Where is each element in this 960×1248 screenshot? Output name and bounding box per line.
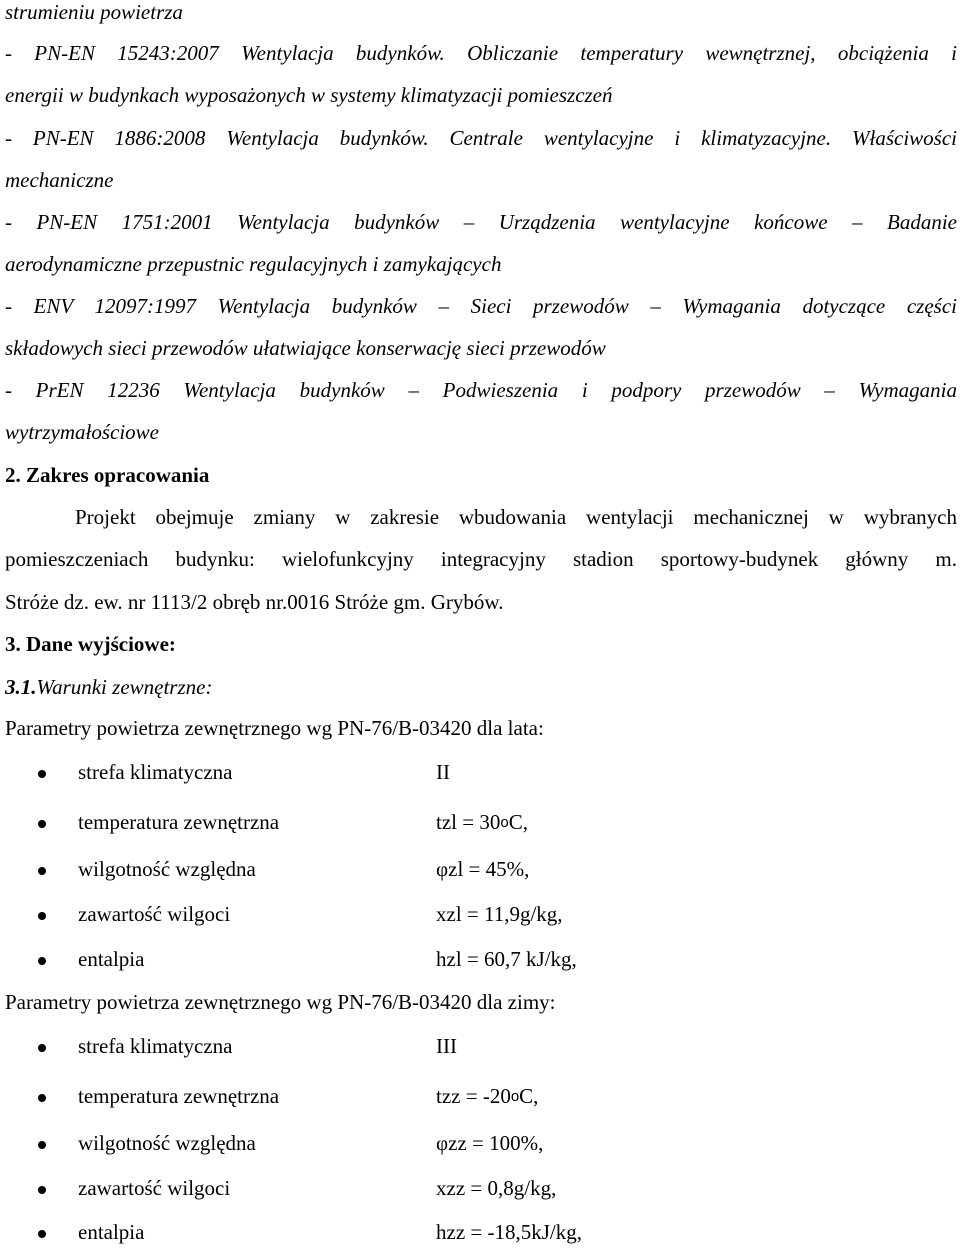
intro-line: - PN-EN 1886:2008 Wentylacja budynków. Centrale wentylacyjne i klimatyzacyjne. Właściwości bbox=[5, 126, 957, 150]
bullet-icon bbox=[38, 1141, 46, 1149]
param-label: strefa klimatyczna bbox=[78, 1034, 233, 1058]
intro-line: mechaniczne bbox=[5, 168, 114, 192]
param-value: xzl = 11,9g/kg, bbox=[436, 902, 563, 926]
param-value: hzz = -18,5kJ/kg, bbox=[436, 1220, 582, 1244]
section-heading: 3. Dane wyjściowe: bbox=[5, 632, 176, 656]
list-item bbox=[5, 859, 957, 885]
param-value: φzl = 45%, bbox=[436, 857, 530, 881]
subsection-heading bbox=[5, 677, 212, 698]
param-label: entalpia bbox=[78, 947, 145, 971]
param-label: zawartość wilgoci bbox=[78, 902, 231, 926]
param-label: zawartość wilgoci bbox=[78, 1176, 231, 1200]
subsection-title: Warunki zewnętrzne: bbox=[36, 675, 213, 699]
intro-line: wytrzymałościowe bbox=[5, 420, 159, 444]
intro-line: - PN-EN 15243:2007 Wentylacja budynków. Obliczanie temperatury wewnętrznej, obciążenia i bbox=[5, 41, 957, 65]
intro-line: strumieniu powietrza bbox=[5, 0, 183, 24]
param-value: φzz = 100%, bbox=[436, 1131, 544, 1155]
param-value: II bbox=[436, 760, 450, 784]
param-value: tzz = $-20^oC$, bbox=[436, 1084, 539, 1108]
paragraph-line: pomieszczeniach budynku: wielofunkcyjny integracyjny stadion sportowy-budynek główny m. bbox=[5, 547, 957, 571]
paragraph-line: Projekt obejmuje zmiany w zakresie wbudowania wentylacji mechanicznej w wybranych bbox=[75, 505, 957, 529]
bullet-icon bbox=[38, 912, 46, 920]
list-item bbox=[5, 1222, 957, 1248]
intro-line: energii w budynkach wyposażonych w systemy klimatyzacji pomieszczeń bbox=[5, 83, 613, 107]
bullet-icon bbox=[38, 957, 46, 965]
bullet-icon bbox=[38, 1094, 46, 1102]
bullet-icon bbox=[38, 1230, 46, 1238]
intro-line: aerodynamiczne przepustnic regulacyjnych i zamykających bbox=[5, 252, 502, 276]
param-label: temperatura zewnętrzna bbox=[78, 810, 280, 834]
list-item bbox=[5, 1086, 957, 1112]
subsection-number: 3.1. bbox=[5, 675, 37, 699]
list-item bbox=[5, 1036, 957, 1062]
param-value: tzl = $30^oC$, bbox=[436, 810, 528, 834]
param-label: strefa klimatyczna bbox=[78, 760, 233, 784]
bullet-icon bbox=[38, 867, 46, 875]
intro-line: - PrEN 12236 Wentylacja budynków – Podwieszenia i podpory przewodów – Wymagania bbox=[5, 378, 957, 402]
winter-intro: Parametry powietrza zewnętrznego wg PN-76/B-03420 dla zimy: bbox=[5, 990, 556, 1014]
param-label: temperatura zewnętrzna bbox=[78, 1084, 280, 1108]
param-label: entalpia bbox=[78, 1220, 145, 1244]
intro-line: - PN-EN 1751:2001 Wentylacja budynków – Urządzenia wentylacyjne końcowe – Badanie bbox=[5, 210, 957, 234]
paragraph-line: Stróże dz. ew. nr 1113/2 obręb nr.0016 Stróże gm. Grybów. bbox=[5, 590, 504, 614]
list-item bbox=[5, 1133, 957, 1159]
param-value: xzz = 0,8g/kg, bbox=[436, 1176, 557, 1200]
bullet-icon bbox=[38, 820, 46, 828]
section-heading: 2. Zakres opracowania bbox=[5, 463, 210, 487]
param-value: III bbox=[436, 1034, 457, 1058]
list-item bbox=[5, 949, 957, 975]
param-label: wilgotność względna bbox=[78, 1131, 256, 1155]
bullet-icon bbox=[38, 1186, 46, 1194]
intro-line: składowych sieci przewodów ułatwiające konserwację sieci przewodów bbox=[5, 336, 606, 360]
param-label: wilgotność względna bbox=[78, 857, 256, 881]
list-item bbox=[5, 812, 957, 838]
list-item bbox=[5, 904, 957, 930]
intro-line: - ENV 12097:1997 Wentylacja budynków – Sieci przewodów – Wymagania dotyczące części bbox=[5, 294, 957, 318]
list-item bbox=[5, 762, 957, 788]
summer-intro: Parametry powietrza zewnętrznego wg PN-76/B-03420 dla lata: bbox=[5, 716, 544, 740]
param-value: hzl = 60,7 kJ/kg, bbox=[436, 947, 577, 971]
bullet-icon bbox=[38, 1044, 46, 1052]
bullet-icon bbox=[38, 770, 46, 778]
list-item bbox=[5, 1178, 957, 1204]
